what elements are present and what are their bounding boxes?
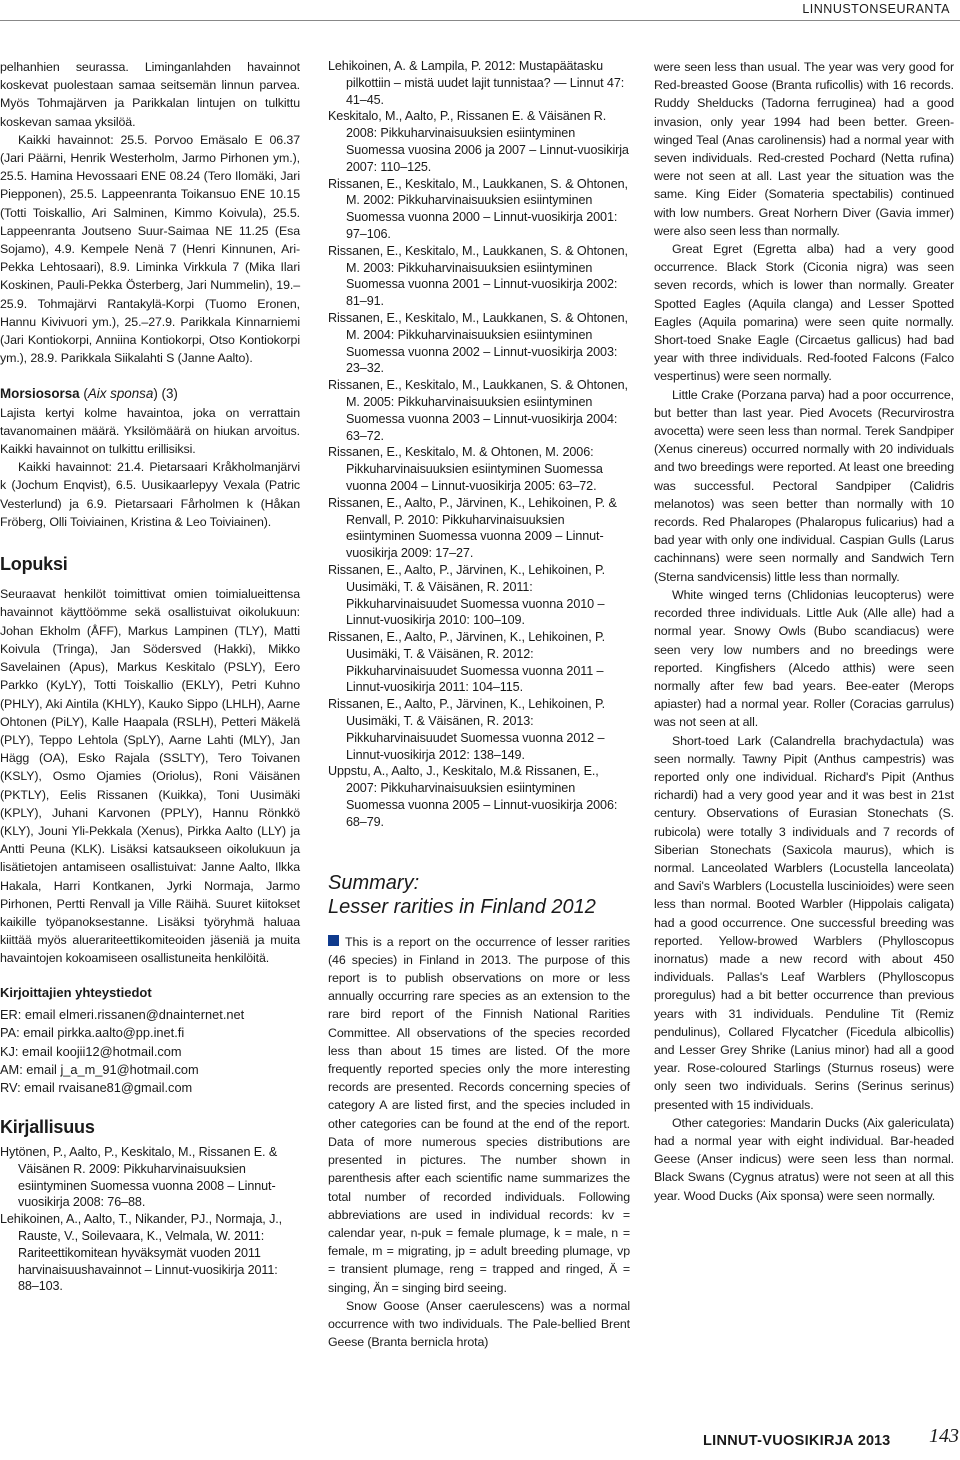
contact-line: PA: email pirkka.aalto@pp.inet.fi (0, 1025, 185, 1041)
reference-entry: Rissanen, E., Keskitalo, M., Laukkanen, S. & Ohtonen, M. 2002: Pikkuharvinaisuuksien esiintyminen Suomessa vuonna 2000 – Linnut-vuosikirja 2001: 97–106. (328, 176, 628, 241)
journal-name: LINNUT-VUOSIKIRJA (703, 1433, 854, 1449)
page-footer (703, 1425, 959, 1450)
header-rule (0, 20, 960, 21)
reference-entry: Hytönen, P., Aalto, P., Keskitalo, M., Rissanen E. & Väisänen R. 2009: Pikkuharvinaisuuksien esiintyminen Suomessa vuonna 2008 – Linnut-vuosikirja 2008: 76–88. (0, 1144, 278, 1210)
summary-paragraph-7: Short-toed Lark (Calandrella brachydactula) was seen normally. Tawny Pipit (Anthus campestris) was reported only one individual. Richard's Pipit (Anthus richardi) had a very good year and it was best in 21st century. Observations of Eurasian Stonechats (S. rubicola) were totally 3 individuals and 7 records of Siberian Stonechats (Saxicola maurus), which is normal. Lanceolated Warblers (Locustella lanceolata) and Savi's Warblers (Locustella luscinioides) were seen less than normal. Booted Warbler (Hippolais caligata) had a good occurrence. One successful breeding was reported. Yellow-browed Warblers (Phylloscopus inornatus) made a new record with about 450 individuals. Pallas's Leaf Warblers (Phylloscopus proregulus) had a bit better occurrence than previous years with 31 individuals. Penduline Tit (Remiz pendulinus), Collared Flycatcher (Ficedula albicollis) and Lesser Grey Shrike (Lanius minor) had all a good year. Rose-coloured Starlings (Sturnus roseus) were only seen two individuals. Serins (Serinus serinus) presented with 15 individuals. (654, 733, 954, 1112)
reference-entry: Rissanen, E., Aalto, P., Järvinen, K., Lehikoinen, P. Uusimäki, T. & Väisänen, R. 2013: Pikkuharvinaisuudet Suomessa vuonna 2012 – Linnut-vuosikirja 2012: 138–149. (328, 697, 606, 762)
species-count: (3) (161, 386, 178, 402)
summary-paragraph-1 (328, 933, 630, 1297)
section-title-kirjallisuus: Kirjallisuus (0, 1116, 95, 1137)
species-name: Morsiosorsa (0, 386, 80, 402)
intro-paragraph: pelhanhien seurassa. Liminganlahden havainnot koskevat puolestaan samaa seitsemän linnun parvea. Myös Tohmajärven ja Parikkalan lintujen on tulkittu koskevan samaa yksilöä. (0, 60, 300, 129)
summary-heading (328, 871, 630, 919)
species-latin: Aix sponsa (87, 386, 154, 402)
summary-paragraph-8: Other categories: Mandarin Ducks (Aix galericulata) had a normal year with eight individual. Bar-headed Geese (Anser indicus) were seen less than normal. Black Swans (Cygnus atratus) were not seen at all this year. Wood Ducks (Aix sponsa) were seen normally. (654, 1115, 954, 1203)
species-heading-morsiosorsa: Morsiosorsa (Aix sponsa) (3) (0, 386, 178, 402)
lopuksi-paragraph: Seuraavat henkilöt toimittivat omien toimialueittensa havainnot käyttöömme sekä osallistuivat oikolukuun: Johan Ekholm (ÅFF), Markus Lampinen (TLY), Matti Koivula (Tringa), Jan Södersved (Hakki), Mikko Savelainen (Apus), Markus Keskitalo (PSLY), Eero Parkko (KyLY), Totti Toiskallio (EKLY), Petri Kuhno (PHLY), Aki Aintila (KHLY), Kauko Sippo (LHLH), Aarne Ohtonen (PiLY), Kalle Haapala (RSLH), Petteri Mäkelä (PLY), Teppo Lehtola (SpLY), Aarne Lahti (MLY), Jan Hägg (OA), Esko Rajala (SSLTY), Tero Toivanen (KSLY), Osmo Ojamies (Oriolus), Roni Väisänen (PKTLY), Eelis Rissanen (Kuikka), Toni Uusimäki (KPLY), Juhani Karvonen (PPLY), Hannu Rönkkö (KLY), Jouni Yli-Pekkala (Xenus), Pirkka Aalto (LLY) ja Antti Peuna (KLK). Lisäksi katsaukseen oikolukuun ja lisätietojen antamiseen osallistuivat: Janne Aalto, Ilkka Hakala, Harri Kontkanen, Jyrki Normaja, Jarmo Pirhonen, Pertti Renvall ja Ville Räihä. Suuret kiitokset kaikille työpanoksestanne. Lisäksi työryhmä haluaa kiittää myös aluerariteettikomiteoiden jäseniä ja muita havaintojen kokoamiseen osallistuneita henkilöitä. (0, 587, 300, 966)
summary-paragraph-4: Great Egret (Egretta alba) had a very good occurrence. Black Stork (Ciconia nigra) was seen seven records, which is lower than normally. Greater Spotted Eagles (Aquila clanga) and Lesser Spotted Eagles (Aquila pomarina) were seen quite normally. Short-toed Snake Eagle (Circaetus gallicus) had bad year with three individuals. Red-footed Falcons (Falco vespertinus) were seen normally. (654, 242, 954, 384)
column-3 (654, 58, 954, 1205)
reference-entry: Rissanen, E., Aalto, P., Järvinen, K., Lehikoinen, P. & Renvall, P. 2010: Pikkuharvinaisuuksien esiintyminen Suomessa vuonna 2009 – Linnut-vuosikirja 2009: 17–27. (328, 495, 617, 561)
column-2 (328, 58, 630, 1351)
reference-entry: Keskitalo, M., Aalto, P., Rissanen E. & Väisänen R. 2008: Pikkuharvinaisuuksien esiintyminen Suomessa vuosina 2006 ja 2007 – Linnut-vuosikirja 2007: 110–125. (328, 109, 629, 174)
reference-entry: Rissanen, E., Keskitalo, M., Laukkanen, S. & Ohtonen, M. 2003: Pikkuharvinaisuuksien esiintyminen Suomessa vuonna 2001 – Linnut-vuosikirja 2002: 81–91. (328, 243, 628, 309)
summary-title: Lesser rarities in Finland 2012 (328, 895, 596, 918)
summary-paragraph-3: were seen less than usual. The year was very good for Red-breasted Goose (Branta ruficollis) with 16 records. Ruddy Shelducks (Tadorna ferruginea) had a good invasion, only year 1994 had been better. Green-winged Teal (Anas carolinensis) had a normal year with seven individuals. Red-crested Pochard (Netta rufina) were not seen at all. Last year the situation was the same. King Eider (Somateria spectabilis) continued with low numbers. Great Norhern Diver (Gavia immer) were also seen less than normally. (654, 60, 954, 238)
contact-line: AM: email j_a_m_91@hotmail.com (0, 1061, 199, 1077)
journal-year: 2013 (857, 1433, 891, 1449)
reference-entry: Rissanen, E., Keskitalo, M., Laukkanen, S. & Ohtonen, M. 2004: Pikkuharvinaisuuksien esiintyminen Suomessa vuonna 2002 – Linnut-vuosikirja 2003: 23–32. (328, 310, 628, 376)
page-number: 143 (929, 1425, 959, 1447)
summary-paragraph-5: Little Crake (Porzana parva) had a poor occurrence, but better than last year. Pied Avocets (Recurvirostra avocetta) were seen less than normal. Terek Sandpiper (Xenus cinereus) occurred normally with 20 individuals and two breedings were reported. At least one breeding was successful. Pectoral Sandpiper (Calidris melanotos) was seen better than normally with 10 records. Red Phalaropes (Phalaropus fulicarius) had a bad year with only one individual. Caspian Gulls (Larus cachinnans) were seen normally and Sandwich Tern (Sterna sandvicensis) little less than normally. (654, 387, 954, 584)
contact-line: KJ: email koojii12@hotmail.com (0, 1043, 182, 1059)
reference-entry: Rissanen, E., Aalto, P., Järvinen, K., Lehikoinen, P. Uusimäki, T. & Väisänen, R. 2012: Pikkuharvinaisuudet Suomessa vuonna 2011 – Linnut-vuosikirja 2011: 104–115. (328, 630, 606, 695)
summary-paragraph-6: White winged terns (Chlidonias leucopterus) were recorded three individuals. Little Auk (Alle alle) had a normal year. Snowy Owls (Bubo scandiacus) were seen very low numbers and no breedings were reported. Kingfishers (Alcedo atthis) were seen normally after few bad years. Bee-eater (Merops apiaster) had a normal year. Roller (Coracias garrulus) was not seen at all. (654, 587, 954, 730)
morsio-observations: Kaikki havainnot: 21.4. Pietarsaari Kråkholmanjärvi k (Jochum Enqvist), 6.5. Uusikaarlepyy Vexala (Patric Vesterlund) ja 6.9. Pietarsaari Fårholmen k (Håkan Fröberg, Olli Toiviainen, Kristina & Leo Toiviainen). (0, 460, 300, 529)
summary-paragraph-2: Snow Goose (Anser caerulescens) was a normal occurrence with two individuals. The Pale-bellied Brent Geese (Branta bernicla hrota) (328, 1298, 630, 1350)
reference-entry: Rissanen, E., Keskitalo, M., Laukkanen, S. & Ohtonen, M. 2005: Pikkuharvinaisuuksien esiintyminen Suomessa vuonna 2003 – Linnut-vuosikirja 2004: 63–72. (328, 378, 628, 443)
reference-entry: Rissanen, E., Aalto, P., Järvinen, K., Lehikoinen, P. Uusimäki, T. & Väisänen, R. 2011: Pikkuharvinaisuudet Suomessa vuonna 2010 – Linnut-vuosikirja 2010: 100–109. (328, 562, 606, 628)
section-title-lopuksi: Lopuksi (0, 554, 68, 575)
reference-entry: Lehikoinen, A., Aalto, T., Nikander, PJ., Normaja, J., Rauste, V., Soilevaara, K., Velmala, W. 2011: Rariteettikomitean hyväksymät vuoden 2011 harvinaisuushavainnot – Linnut-vuosikirja 2011: 88–103. (0, 1212, 283, 1294)
summary-text: This is a report on the occurrence of lesser rarities (46 species) in Finland in 2013. The purpose of this report is to publish observations on more or less annually occurring rare species as an extension to the rare bird report of the Finnish National Rarities Committee. All observations of the species recorded less than about 15 times are listed. Of the more frequently reported species only the more interesting records are presented. Records concerning species of category A are listed first, and the species included in other categories can be found at the end of the report. Data of more numerous species distributions are presented in pictures. The number shown in parenthesis after each scientific name summarizes the total number of recorded individuals. Following abbreviations are used in individual records: kv = calendar year, n-puk = female plumage, k = male, n = female, m = migrating, jp = adult breeding plumage, vp = transient plumage, reng = trapped and ringed, Ä = singing, Än = singing bird seeing. (328, 934, 630, 1295)
contact-line: ER: email elmeri.rissanen@dnainternet.net (0, 1006, 245, 1022)
morsio-paragraph: Lajista kertyi kolme havaintoa, joka on verrattain tavanomainen määrä. Yksilömäärä on hiukan arvoitus. Kaikki havainnot on tulkittu erillisiksi. (0, 405, 300, 457)
reference-entry: Lehikoinen, A. & Lampila, P. 2012: Mustapäätasku pilkottiin – mistä uudet lajit tunnistaa? — Linnut 47: 41–45. (328, 59, 625, 107)
column-1 (0, 58, 300, 1295)
running-head: LINNUSTONSEURANTA (802, 2, 950, 16)
reference-entry: Rissanen, E., Keskitalo, M. & Ohtonen, M. 2006: Pikkuharvinaisuuksien esiintyminen Suomessa vuonna 2004 – Linnut-vuosikirja 2005: 63–72. (328, 445, 603, 493)
section-marker-icon (328, 935, 339, 946)
contact-line: RV: email rvaisane81@gmail.com (0, 1080, 193, 1096)
contacts-title: Kirjoittajien yhteystiedot (0, 984, 152, 1000)
summary-label: Summary: (328, 871, 420, 894)
reference-entry: Uppstu, A., Aalto, J., Keskitalo, M.& Rissanen, E., 2007: Pikkuharvinaisuuksien esiintyminen Suomessa vuonna 2005 – Linnut-vuosikirja 2006: 68–79. (328, 764, 618, 829)
observations-paragraph: Kaikki havainnot: 25.5. Porvoo Emäsalo E 06.37 (Jari Päärni, Henrik Westerholm, Jarmo Pirhonen ym.), 25.5. Hamina Hevossaari ENE 08.24 (Tero Ilomäki, Jari Piepponen), 25.5. Lappeenranta Toikansuo ENE 10.15 (Totti Toiskallio, Ari Salminen, Kimmo Koivula), 25.5. Lappeenranta Joutseno Suur-Saimaa NE 11.25 (Esa Sojamo), 4.9. Kempele Nenä 7 (Henri Kinnunen, Ari-Pekka Lehtosaari), 8.9. Liminka Virkkula 7 (Mika Ilari Koskinen, Pauli-Pekka Österberg, Jari Nummelin), 19.–25.9. Tohmajärvi Rantakylä-Korpi (Tuomo Eronen, Hannu Kivivuori ym.), 25.–27.9. Parikkala Kinnarniemi (Jari Kontiokorpi, Anniina Kontiokorpi, Otso Kontiokorpi ym.), 28.9. Parikkala Siikalahti S (Janne Aalto). (0, 132, 300, 366)
